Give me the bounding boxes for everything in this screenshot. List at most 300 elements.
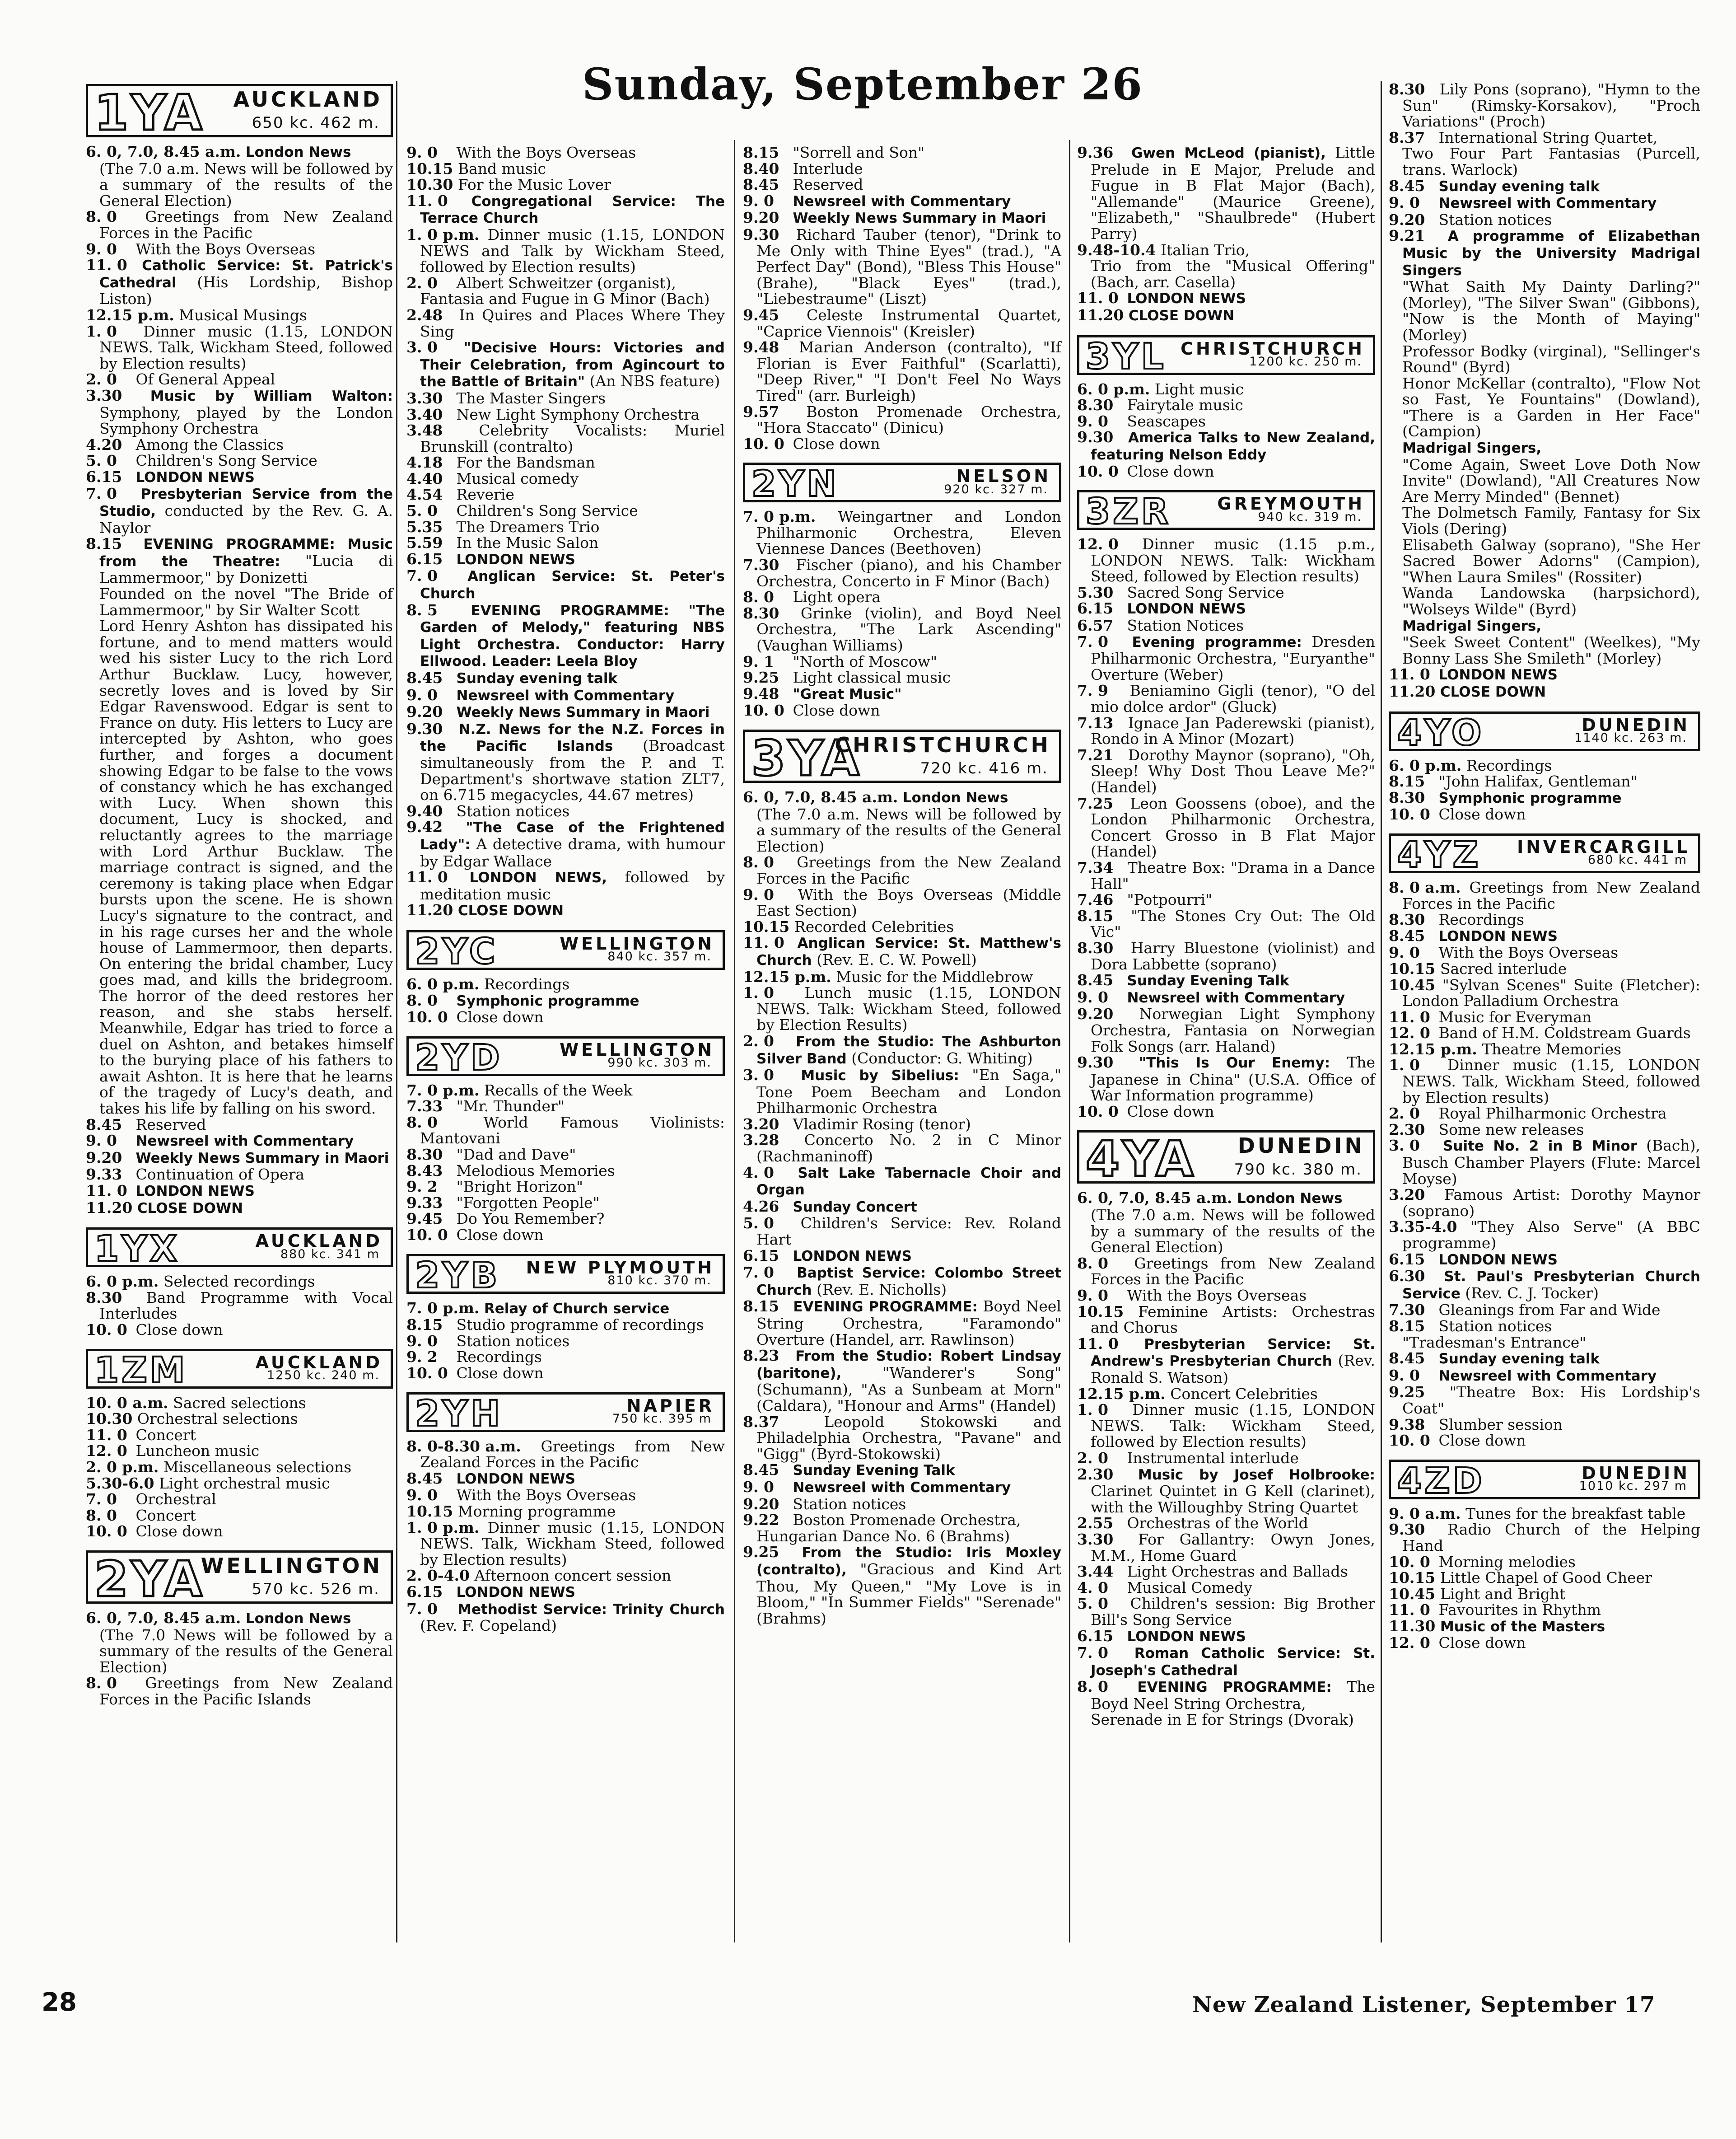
item-time: 7. 0 xyxy=(406,1600,438,1618)
programme-item xyxy=(743,887,1061,919)
programme-item xyxy=(743,654,1061,670)
programme-item xyxy=(1077,1304,1375,1336)
station-header xyxy=(1389,711,1700,754)
item-title: Music by Josef Holbrooke: xyxy=(1138,1466,1375,1483)
item-time: 8.15 xyxy=(1389,772,1425,791)
item-time: 5.59 xyxy=(406,534,443,552)
item-time: 3. 0 xyxy=(406,338,438,356)
programme-item xyxy=(406,992,725,1010)
programme-item xyxy=(406,275,725,291)
item-time: 10.15 xyxy=(1077,1302,1124,1320)
item-title: Concert xyxy=(135,1426,196,1444)
item-text: Two Four Part Fantasias (Purcell, trans. Warlock) xyxy=(1402,145,1700,178)
item-time: 12.15 p.m. xyxy=(1389,1040,1477,1058)
item-time: 6.15 xyxy=(406,550,443,568)
station-city: NELSON xyxy=(956,466,1051,487)
station-block xyxy=(1389,81,1700,701)
item-title: Band music xyxy=(457,159,546,178)
programme-item xyxy=(86,241,393,257)
item-title: Baptist Service: Colombo Street Church xyxy=(756,1265,1061,1298)
station-city: WELLINGTON xyxy=(560,1039,714,1060)
programme-item xyxy=(86,1507,393,1524)
item-title: Newsreel with Commentary xyxy=(793,1479,1011,1496)
item-title: Anglican Service: St. Matthew's Church xyxy=(756,935,1061,969)
item-time: 4.40 xyxy=(406,469,443,487)
station-city: WELLINGTON xyxy=(201,1553,383,1578)
programme-item xyxy=(406,1163,725,1179)
item-title: Sunday evening talk xyxy=(456,670,618,687)
item-title: LONDON NEWS xyxy=(1127,601,1246,618)
station-frequency: 920 kc. 327 m. xyxy=(944,482,1048,496)
item-title: Band Programme with Vocal Interludes xyxy=(99,1288,393,1323)
item-title: Luncheon music xyxy=(135,1442,260,1460)
item-time: 11. 0 xyxy=(1389,665,1430,683)
programme-item xyxy=(406,193,725,227)
item-time: 10. 0 xyxy=(1389,1432,1430,1450)
item-title: Children's Song Service xyxy=(456,502,638,520)
programme-item xyxy=(406,487,725,503)
programme-item xyxy=(743,1462,1061,1479)
item-title: London News xyxy=(902,790,1008,806)
programme-item xyxy=(406,1009,725,1025)
item-title: Recorded Celebrities xyxy=(794,917,954,936)
item-title: Reserved xyxy=(793,176,863,194)
station-frequency: 570 kc. 526 m. xyxy=(252,1580,380,1599)
item-time: 8.45 xyxy=(1389,927,1425,945)
programme-item xyxy=(406,1503,725,1520)
programme-item xyxy=(1389,961,1700,977)
programme-item xyxy=(743,1116,1061,1133)
item-time: 8.15 xyxy=(743,144,779,161)
item-time: 12.15 p.m. xyxy=(743,968,831,986)
item-time: 8. 0 xyxy=(1077,1678,1108,1696)
item-title: Roman Catholic Service: St. Joseph's Cathedral xyxy=(1091,1645,1375,1679)
item-time: 2. 0 xyxy=(406,274,438,292)
column-rule xyxy=(1381,81,1382,1942)
programme-item xyxy=(406,227,725,275)
item-title: Reserved xyxy=(135,1115,206,1133)
item-time: 8. 0 a.m. xyxy=(1389,878,1461,896)
item-detail: (An NBS feature) xyxy=(589,372,720,390)
programme-item xyxy=(1389,1506,1700,1522)
programme-item xyxy=(1389,1521,1700,1554)
item-time: 5. 0 xyxy=(406,502,438,520)
station-header xyxy=(1389,1460,1700,1502)
item-time: 9. 0 a.m. xyxy=(1389,1504,1461,1522)
item-title: With the Boys Overseas xyxy=(456,1486,636,1504)
item-text: Fantasia and Fugue in G Minor (Bach) xyxy=(420,290,710,308)
item-time: 9.57 xyxy=(743,403,779,421)
station-header xyxy=(86,84,393,141)
item-title: Do You Remember? xyxy=(456,1210,605,1228)
programme-item xyxy=(406,902,725,919)
item-time: 9.20 xyxy=(743,209,779,227)
item-title: Music for Everyman xyxy=(1438,1008,1592,1026)
station-block xyxy=(1389,711,1700,823)
programme-item xyxy=(1077,1386,1375,1402)
programme-item xyxy=(1077,397,1375,413)
item-time: 9. 0 xyxy=(1389,944,1420,962)
item-time: 8. 0 xyxy=(406,1113,438,1131)
programme-item xyxy=(406,390,725,407)
item-title: Morning melodies xyxy=(1438,1553,1576,1571)
station-callsign: 2YA xyxy=(94,1551,205,1608)
item-detail: followed by meditation music xyxy=(420,868,725,903)
item-title: "They Also Serve" (A BBC programme) xyxy=(1402,1218,1701,1252)
item-text: Honor McKellar (contralto), "Flow Not so Fast, Ye Fountains" (Dowland), "There is a Garden in Her Face" (Campion) xyxy=(1402,374,1700,440)
item-title: Weekly News Summary in Maori xyxy=(135,1150,389,1166)
programme-item xyxy=(1389,1187,1700,1219)
programme-item xyxy=(743,605,1061,654)
item-time: 11. 0 xyxy=(86,256,127,274)
item-title: Weekly News Summary in Maori xyxy=(793,210,1046,227)
item-text: Serenade in E for Strings (Dvorak) xyxy=(1091,1711,1354,1729)
programme-item xyxy=(406,339,725,390)
item-time: 8.30 xyxy=(86,1288,122,1306)
item-title: CLOSE DOWN xyxy=(1128,307,1235,324)
item-time: 8.37 xyxy=(1389,128,1425,146)
programme-item xyxy=(406,1227,725,1243)
programme-item xyxy=(406,1438,725,1470)
programme-item xyxy=(406,1300,725,1317)
item-title: Greetings from New Zealand Forces in the Pacific Islands xyxy=(99,1674,393,1708)
programme-item xyxy=(86,1523,393,1540)
programme-column-2 xyxy=(406,145,725,1645)
item-time: 11. 0 xyxy=(1077,1334,1119,1353)
item-title: Slumber session xyxy=(1438,1415,1563,1433)
item-title: Sunday evening talk xyxy=(1438,178,1600,195)
item-title: Harry Bluestone (violinist) and Dora Labbette (soprano) xyxy=(1091,939,1375,973)
programme-item xyxy=(406,407,725,423)
item-detail: (His Lordship, Bishop Liston) xyxy=(99,273,393,308)
programme-item xyxy=(406,291,725,307)
item-title: LONDON NEWS xyxy=(793,1248,912,1264)
item-time: 7.30 xyxy=(743,556,779,574)
item-title: Lily Pons (soprano), "Hymn to the Sun" (Rimsky-Korsakov), "Proch Variations" (Proch) xyxy=(1402,80,1700,131)
programme-item xyxy=(406,602,725,670)
programme-item xyxy=(1077,1628,1375,1645)
item-time: 2.30 xyxy=(1389,1120,1425,1138)
item-time: 9.48-10.4 xyxy=(1077,241,1156,259)
item-time: 10. 0 xyxy=(1389,805,1430,824)
station-block xyxy=(1077,335,1375,480)
programme-item xyxy=(86,1475,393,1492)
item-title: Albert Schweitzer (organist), xyxy=(456,274,676,292)
item-time: 9. 0 xyxy=(406,144,438,161)
station-callsign: 2YN xyxy=(751,464,840,505)
item-title: Richard Tauber (tenor), "Drink to Me Only with Thine Eyes" (trad.), "A Perfect Day" (Bond), "Bless This House" (Brahe), "Black Eyes" (trad.), "Liebestraume" (Liszt) xyxy=(756,225,1061,308)
item-text: Wanda Landowska (harpsichord), "Wolseys Wilde" (Byrd) xyxy=(1402,584,1700,618)
programme-item xyxy=(1389,928,1700,945)
item-title: Tunes for the breakfast table xyxy=(1465,1504,1686,1522)
programme-item xyxy=(1389,1137,1700,1187)
item-text: Elisabeth Galway (soprano), "She Her Sacred Bower Adorns" (Campion), "When Laura Smiles" (Rossiter) xyxy=(1402,536,1700,586)
programme-item xyxy=(406,687,725,704)
item-title: Musical comedy xyxy=(456,469,579,487)
item-title: Station notices xyxy=(1438,1317,1552,1335)
item-time: 10. 0 a.m. xyxy=(86,1394,168,1412)
programme-item xyxy=(1077,381,1375,398)
item-title: Music by Sibelius: xyxy=(801,1067,959,1084)
programme-item xyxy=(1389,1586,1700,1602)
programme-item xyxy=(406,307,725,339)
station-frequency: 990 kc. 303 m. xyxy=(607,1056,712,1070)
station-callsign: 4YO xyxy=(1397,712,1484,754)
item-time: 3.30 xyxy=(86,386,122,404)
station-block xyxy=(406,1036,725,1243)
programme-item xyxy=(86,1322,393,1338)
item-time: 8.30 xyxy=(1389,788,1425,806)
programme-item xyxy=(1077,972,1375,989)
item-text: "Tradesman's Entrance" xyxy=(1402,1333,1587,1351)
item-title: "Mr. Thunder" xyxy=(456,1097,565,1115)
station-header xyxy=(406,1036,725,1076)
item-text: "What Saith My Dainty Darling?" (Morley), "The Silver Swan" (Gibbons), "Now is the Month of Maying" (Morley) xyxy=(1402,278,1700,344)
station-block xyxy=(743,730,1061,1626)
item-title: Greetings from New Zealand Forces in the Pacific xyxy=(1091,1254,1375,1288)
item-detail: Boyd Neel String Orchestra, "Faramondo" Overture (Handel, arr. Rawlinson) xyxy=(756,1297,1061,1348)
programme-item xyxy=(406,1584,725,1601)
station-block xyxy=(1389,833,1700,1449)
programme-item xyxy=(743,227,1061,307)
item-title: "This Is Our Enemy: xyxy=(1139,1055,1330,1072)
item-time: 9.22 xyxy=(743,1511,779,1529)
item-time: 5. 0 xyxy=(743,1214,774,1232)
item-time: 8. 0 xyxy=(86,1506,117,1524)
item-title: Symphonic programme xyxy=(456,992,639,1009)
station-header xyxy=(86,1227,393,1270)
programme-item xyxy=(1389,880,1700,912)
item-time: 10. 0 xyxy=(743,702,784,720)
programme-item xyxy=(406,1179,725,1195)
item-title: Leon Goossens (oboe), and the London Philharmonic Orchestra, Concert Grosso in B Flat Major (Handel) xyxy=(1091,794,1375,861)
item-title: Lunch music (1.15, LONDON NEWS. Talk: Wickham Steed, followed by Election Results) xyxy=(756,984,1061,1034)
item-time: 6. 0, 7.0, 8.45 a.m. xyxy=(86,1609,241,1627)
item-time: 7.34 xyxy=(1077,858,1114,876)
station-header xyxy=(743,463,1061,505)
programme-item xyxy=(1389,81,1700,130)
item-title: Weekly News Summary in Maori xyxy=(456,704,710,721)
station-block xyxy=(86,1227,393,1338)
item-title: Newsreel with Commentary xyxy=(1127,989,1345,1006)
programme-item xyxy=(1077,1450,1375,1466)
station-header xyxy=(406,1392,725,1432)
item-title: Station notices xyxy=(456,802,570,820)
item-title: Favourites in Rhythm xyxy=(1438,1601,1601,1619)
item-time: 9.30 xyxy=(406,720,443,738)
item-time: 12. 0 xyxy=(1077,535,1119,553)
item-title: Light music xyxy=(1154,380,1244,398)
item-time: 9. 0 xyxy=(743,885,774,903)
item-title: Orchestral selections xyxy=(137,1410,298,1428)
programme-item xyxy=(1077,429,1375,463)
item-title: Anglican Service: St. Peter's Church xyxy=(420,568,725,602)
item-title: Little Chapel of Good Cheer xyxy=(1440,1569,1652,1587)
item-time: 12. 0 xyxy=(1389,1024,1430,1042)
station-block xyxy=(86,1550,393,1708)
station-header xyxy=(1077,1130,1375,1188)
programme-item xyxy=(1389,634,1700,666)
item-title: Recordings xyxy=(1438,911,1524,929)
item-time: 10.15 xyxy=(406,1502,453,1520)
item-detail: conducted by the Rev. G. A. Naylor xyxy=(99,502,393,537)
programme-item xyxy=(1077,1006,1375,1054)
programme-item xyxy=(743,1067,1061,1116)
item-time: 3. 0 xyxy=(1389,1137,1420,1155)
item-time: 2. 0 xyxy=(1077,1449,1108,1467)
item-text: (The 7.0 a.m. News will be followed by a summary of the results of the General Election) xyxy=(1091,1206,1375,1256)
programme-item xyxy=(1389,790,1700,807)
programme-item xyxy=(1389,912,1700,928)
item-title: EVENING PROGRAMME: xyxy=(1137,1679,1332,1696)
programme-item xyxy=(406,551,725,568)
item-time: 8.23 xyxy=(743,1347,779,1365)
item-title: EVENING PROGRAMME: xyxy=(793,1299,978,1315)
programme-item xyxy=(1077,145,1375,242)
item-title: Selected recordings xyxy=(163,1273,315,1291)
item-title: Italian Trio, xyxy=(1160,241,1250,259)
station-block xyxy=(406,930,725,1025)
item-time: 8. 0-8.30 a.m. xyxy=(406,1437,521,1455)
item-time: 3.20 xyxy=(1389,1186,1425,1204)
item-time: 8.45 xyxy=(86,1115,122,1133)
programme-item xyxy=(743,1132,1061,1164)
item-title: Miscellaneous selections xyxy=(163,1458,352,1476)
station-callsign: 2YC xyxy=(415,931,498,972)
programme-item xyxy=(406,145,725,161)
item-time: 8.45 xyxy=(1077,971,1114,989)
programme-item xyxy=(406,1114,725,1147)
item-title: With the Boys Overseas xyxy=(456,144,636,161)
station-city: GREYMOUTH xyxy=(1217,494,1365,514)
column-rule xyxy=(396,81,397,1942)
item-title: "North of Moscow" xyxy=(793,652,938,670)
item-time: 9. 0 xyxy=(86,240,117,258)
item-title: Music of the Masters xyxy=(1440,1618,1605,1635)
programme-item xyxy=(86,1150,393,1167)
programme-item xyxy=(743,935,1061,969)
item-time: 3.35-4.0 xyxy=(1389,1218,1457,1236)
programme-item xyxy=(1389,585,1700,617)
item-title: Dorothy Maynor (soprano), "Oh, Sleep! Why Dost Thou Leave Me?" (Handel) xyxy=(1091,746,1375,796)
programme-item xyxy=(1389,1268,1700,1302)
item-title: Recordings xyxy=(456,1348,542,1366)
item-time: 7. 0 xyxy=(86,1490,117,1508)
programme-item xyxy=(86,453,393,469)
item-time: 9. 0 xyxy=(406,1332,438,1350)
item-title: CLOSE DOWN xyxy=(137,1200,243,1217)
programme-item xyxy=(743,1198,1061,1216)
item-title: Recordings xyxy=(1466,756,1552,774)
item-time: 11. 0 xyxy=(86,1182,127,1199)
item-time: 8.30 xyxy=(1389,80,1425,98)
programme-item xyxy=(86,1427,393,1443)
item-time: 8. 0 xyxy=(86,208,117,226)
programme-item xyxy=(406,503,725,519)
item-detail: A detective drama, with humour by Edgar Wallace xyxy=(420,835,725,870)
programme-item xyxy=(1077,1563,1375,1580)
programme-item xyxy=(406,161,725,177)
item-time: 2.30 xyxy=(1077,1465,1114,1483)
item-title: Some new releases xyxy=(1438,1120,1584,1138)
programme-item xyxy=(743,557,1061,589)
item-title: Celeste Instrumental Quartet, "Caprice Viennois" (Kreisler) xyxy=(756,306,1061,340)
programme-item xyxy=(1389,1602,1700,1618)
item-time: 11.30 xyxy=(1389,1617,1436,1635)
item-title: Salt Lake Tabernacle Choir and Organ xyxy=(756,1165,1062,1198)
item-title: CLOSE DOWN xyxy=(457,903,564,919)
item-time: 5.30-6.0 xyxy=(86,1474,154,1492)
item-time: 9. 2 xyxy=(406,1348,438,1366)
station-frequency: 940 kc. 319 m. xyxy=(1258,510,1362,524)
item-time: 7. 0 xyxy=(1077,1644,1108,1662)
item-time: 8. 0 xyxy=(743,853,774,871)
station-frequency: 880 kc. 341 m xyxy=(280,1247,380,1261)
station-header xyxy=(1077,490,1375,533)
item-time: 3.48 xyxy=(406,421,443,440)
programme-item xyxy=(1389,666,1700,683)
programme-item xyxy=(1389,1432,1700,1449)
programme-item xyxy=(743,339,1061,403)
item-title: Catholic Service: St. Patrick's Cathedral xyxy=(99,257,393,291)
programme-item xyxy=(406,1082,725,1099)
item-title: Station Notices xyxy=(1127,617,1244,635)
item-time: 8. 5 xyxy=(406,601,438,619)
programme-item xyxy=(743,161,1061,177)
station-block xyxy=(406,1254,725,1381)
programme-item xyxy=(1389,130,1700,146)
programme-item xyxy=(86,1133,393,1150)
programme-item xyxy=(1077,1645,1375,1679)
programme-item xyxy=(86,144,393,161)
item-title: The Master Singers xyxy=(456,389,606,407)
programme-item xyxy=(743,985,1061,1033)
programme-item xyxy=(1389,683,1700,701)
item-time: 7. 0 xyxy=(1077,632,1108,651)
item-time: 8.15 xyxy=(1389,1317,1425,1335)
programme-item xyxy=(1389,145,1700,178)
station-city: CHRISTCHURCH xyxy=(1181,338,1365,359)
item-detail: (Broadcast simultaneously from the P. and T. Department's shortwave station ZLT7, on 6.715 megacycles, 44.67 metres) xyxy=(420,737,725,804)
item-title: Close down xyxy=(456,1364,544,1382)
programme-item xyxy=(406,1520,725,1568)
programme-item xyxy=(1077,290,1375,307)
item-title: Reverie xyxy=(456,486,514,504)
programme-item xyxy=(1077,1207,1375,1255)
station-block xyxy=(1077,145,1375,324)
item-time: 3.30 xyxy=(406,389,443,407)
programme-item xyxy=(1077,463,1375,480)
programme-item xyxy=(1077,1679,1375,1712)
item-title: Close down xyxy=(135,1522,223,1540)
item-time: 12. 0 xyxy=(1389,1634,1430,1652)
item-title: Feminine Artists: Orchestras and Chorus xyxy=(1091,1302,1375,1337)
item-title: With the Boys Overseas xyxy=(135,240,316,258)
item-title: A programme of Elizabethan Music by the University Madrigal Singers xyxy=(1402,228,1700,279)
station-frequency: 1010 kc. 297 m xyxy=(1579,1479,1687,1493)
item-title: Newsreel with Commentary xyxy=(1438,195,1657,212)
programme-item xyxy=(743,589,1061,605)
item-title: Station notices xyxy=(1438,211,1552,229)
item-title: Light Orchestras and Ballads xyxy=(1127,1563,1348,1581)
item-time: 5. 0 xyxy=(86,452,117,470)
item-time: 10. 0 xyxy=(406,1226,448,1244)
item-title: Greetings from New Zealand Forces in the Pacific xyxy=(99,208,393,242)
item-time: 5.35 xyxy=(406,518,443,536)
programme-item xyxy=(1389,1025,1700,1041)
programme-item xyxy=(406,1098,725,1114)
programme-item xyxy=(1389,773,1700,790)
